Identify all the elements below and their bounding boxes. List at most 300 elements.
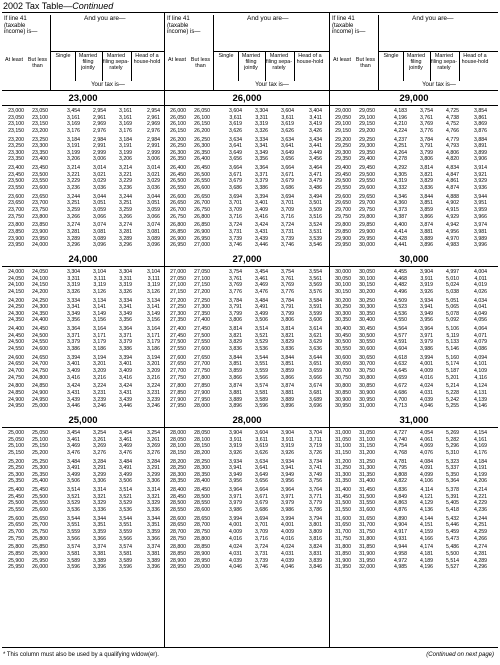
- but-less-than-cell: 26,500: [194, 171, 210, 178]
- at-least-cell: 25,950: [8, 564, 24, 571]
- at-least-cell: 23,050: [8, 114, 24, 121]
- mfs-tax-cell: 4,942: [446, 222, 459, 229]
- single-tax-cell: 4,768: [394, 449, 407, 456]
- single-tax-cell: 3,911: [229, 436, 242, 443]
- but-less-than-cell: 25,050: [32, 430, 48, 436]
- hoh-tax-cell: 2,961: [147, 114, 160, 121]
- table-row: [165, 397, 329, 404]
- mfs-tax-cell: 3,394: [119, 354, 132, 361]
- mfj-tax-cell: 3,231: [93, 389, 106, 396]
- but-less-than-cell: 30,850: [359, 383, 375, 390]
- at-least-cell: 26,700: [170, 206, 186, 213]
- and-you-are-label: And you are—: [84, 15, 126, 22]
- page-title-main: 2002 Tax Table: [3, 1, 64, 11]
- mfs-tax-cell: 3,611: [281, 114, 294, 121]
- mfj-tax-cell: 3,656: [255, 478, 268, 485]
- mfj-tax-cell: 3,739: [255, 557, 268, 564]
- single-tax-cell: 3,626: [229, 127, 242, 134]
- mfj-tax-cell: 3,866: [420, 213, 433, 220]
- at-least-cell: 31,150: [335, 449, 351, 456]
- mfs-tax-cell: 5,051: [446, 297, 459, 304]
- hoh-tax-cell: 3,081: [147, 228, 160, 235]
- table-row: [330, 121, 498, 128]
- but-less-than-cell: 23,100: [32, 114, 48, 121]
- hoh-tax-cell: 3,914: [474, 165, 487, 172]
- table-row: [2, 229, 164, 236]
- at-least-cell: 27,600: [170, 354, 186, 361]
- single-tax-cell: 3,619: [229, 121, 242, 128]
- at-least-cell: 23,700: [8, 206, 24, 213]
- hoh-tax-cell: 3,696: [309, 403, 322, 410]
- single-tax-cell: 3,229: [67, 178, 80, 185]
- but-less-than-cell: 27,000: [194, 242, 210, 249]
- hoh-tax-cell: 3,134: [147, 297, 160, 304]
- but-less-than-cell: 28,000: [194, 403, 210, 410]
- at-least-cell: 31,850: [335, 550, 351, 557]
- mfj-tax-cell: 3,664: [255, 487, 268, 494]
- table-row: [2, 236, 164, 243]
- table-row: [165, 390, 329, 397]
- table-row: [330, 397, 498, 404]
- mfj-tax-cell: 3,006: [93, 156, 106, 163]
- table-row: [330, 207, 498, 214]
- at-least-cell: 23,200: [8, 136, 24, 143]
- mfs-tax-cell: 3,529: [119, 500, 132, 507]
- hoh-tax-cell: 3,809: [309, 528, 322, 535]
- mfs-tax-cell: 3,626: [281, 127, 294, 134]
- mfs-tax-cell: 4,834: [446, 165, 459, 172]
- mfs-tax-cell: 3,281: [119, 228, 132, 235]
- mfj-tax-cell: 4,009: [420, 367, 433, 374]
- married-jointly-header: Married filing jointly: [78, 53, 98, 72]
- hoh-tax-cell: 4,251: [474, 522, 487, 529]
- but-less-than-cell: 28,400: [194, 478, 210, 485]
- hoh-tax-cell: 3,306: [147, 478, 160, 485]
- but-less-than-cell: 25,600: [32, 506, 48, 513]
- at-least-cell: 25,000: [8, 430, 24, 436]
- at-least-cell: 30,900: [335, 396, 351, 403]
- but-less-than-cell: 27,650: [194, 354, 210, 361]
- hoh-tax-cell: 3,464: [309, 165, 322, 172]
- mfs-tax-cell: 3,191: [119, 143, 132, 150]
- mfs-tax-cell: 3,979: [281, 500, 294, 507]
- at-least-cell: 31,050: [335, 436, 351, 443]
- hoh-tax-cell: 3,171: [147, 332, 160, 339]
- table-row: [2, 536, 164, 543]
- hoh-tax-cell: 3,734: [309, 458, 322, 465]
- hoh-tax-cell: 4,259: [474, 528, 487, 535]
- but-less-than-cell: 25,100: [32, 436, 48, 443]
- mfj-tax-cell: 3,261: [93, 436, 106, 443]
- mfj-tax-cell: 3,859: [420, 206, 433, 213]
- single-tax-cell: 3,979: [229, 500, 242, 507]
- mfs-tax-cell: 4,009: [281, 528, 294, 535]
- hoh-tax-cell: 4,266: [474, 535, 487, 542]
- at-least-cell: 25,750: [8, 535, 24, 542]
- hoh-tax-cell: 4,079: [474, 339, 487, 346]
- column-header: [165, 13, 329, 91]
- mfs-tax-cell: 3,229: [119, 178, 132, 185]
- at-least-cell: 27,500: [170, 339, 186, 346]
- hoh-tax-cell: 4,229: [474, 500, 487, 507]
- table-row: [2, 564, 164, 571]
- single-tax-cell: 4,890: [394, 515, 407, 522]
- hoh-tax-cell: 3,561: [309, 275, 322, 282]
- but-less-than-cell: 25,250: [32, 458, 48, 465]
- mfs-tax-cell: 4,956: [446, 228, 459, 235]
- mfs-tax-cell: 3,499: [119, 471, 132, 478]
- mfs-tax-cell: 3,701: [281, 200, 294, 207]
- mfj-tax-cell: 3,171: [93, 332, 106, 339]
- single-header: Single: [383, 53, 399, 59]
- but-less-than-cell: 31,300: [359, 465, 375, 472]
- but-less-than-cell: 25,950: [32, 557, 48, 564]
- at-least-cell: 31,950: [335, 564, 351, 571]
- hoh-tax-cell: 3,674: [309, 383, 322, 390]
- at-least-cell: 30,800: [335, 383, 351, 390]
- single-tax-cell: 4,618: [394, 354, 407, 361]
- hoh-tax-cell: 3,711: [309, 436, 322, 443]
- mfs-tax-cell: 3,829: [281, 339, 294, 346]
- but-less-than-cell: 32,000: [359, 564, 375, 571]
- mfj-tax-cell: 3,611: [255, 436, 268, 443]
- single-tax-cell: 3,784: [229, 297, 242, 304]
- hoh-tax-cell: 3,876: [474, 127, 487, 134]
- single-tax-cell: 4,414: [394, 228, 407, 235]
- table-row: [330, 236, 498, 243]
- but-less-than-cell: 24,900: [32, 389, 48, 396]
- at-least-cell: 31,650: [335, 522, 351, 529]
- mfj-tax-cell: 3,036: [93, 184, 106, 191]
- single-tax-cell: 4,686: [394, 389, 407, 396]
- hoh-tax-cell: 4,169: [474, 443, 487, 450]
- but-less-than-cell: 30,800: [359, 374, 375, 381]
- table-row: [165, 121, 329, 128]
- single-tax-cell: 4,754: [394, 443, 407, 450]
- single-tax-cell: 4,700: [394, 396, 407, 403]
- at-least-cell: 23,150: [8, 127, 24, 134]
- at-least-cell: 26,250: [170, 143, 186, 150]
- mfj-tax-cell: 3,851: [420, 200, 433, 207]
- mfj-tax-cell: 3,104: [93, 269, 106, 275]
- hoh-tax-cell: 3,621: [309, 332, 322, 339]
- hoh-tax-cell: 2,991: [147, 143, 160, 150]
- mfj-tax-cell: 3,881: [420, 228, 433, 235]
- hoh-tax-cell: 3,599: [309, 310, 322, 317]
- table-row: [330, 165, 498, 172]
- hoh-tax-cell: 3,246: [147, 403, 160, 410]
- single-tax-cell: 3,454: [67, 108, 80, 114]
- hoh-tax-cell: 4,281: [474, 550, 487, 557]
- mfs-tax-cell: 3,409: [119, 367, 132, 374]
- single-tax-cell: 3,484: [67, 458, 80, 465]
- single-tax-cell: 3,439: [67, 396, 80, 403]
- but-less-than-cell: 26,700: [194, 200, 210, 207]
- mfs-tax-cell: 3,709: [281, 206, 294, 213]
- hoh-tax-cell: 3,779: [309, 500, 322, 507]
- tax-table: [2, 12, 498, 648]
- table-row: [330, 156, 498, 163]
- table-row: [330, 214, 498, 221]
- table-row: [165, 143, 329, 150]
- income-section: [330, 91, 498, 251]
- at-least-cell: 30,450: [335, 332, 351, 339]
- mfs-tax-cell: 3,161: [119, 114, 132, 121]
- at-least-cell: 24,900: [8, 396, 24, 403]
- but-less-than-cell: 31,550: [359, 500, 375, 507]
- but-less-than-cell: 27,200: [194, 288, 210, 295]
- mfj-tax-cell: 3,364: [255, 165, 268, 172]
- at-least-cell: 31,400: [335, 487, 351, 494]
- at-least-cell: 28,100: [170, 443, 186, 450]
- mfs-tax-cell: 4,997: [446, 269, 459, 275]
- income-section: [2, 252, 164, 412]
- but-less-than-cell: 30,000: [359, 242, 375, 249]
- at-least-cell: 27,200: [170, 297, 186, 304]
- hoh-tax-cell: 4,034: [474, 297, 487, 304]
- mfs-tax-cell: 3,416: [119, 374, 132, 381]
- single-tax-cell: 3,266: [67, 213, 80, 220]
- mfj-tax-cell: 3,371: [255, 171, 268, 178]
- but-less-than-cell: 28,250: [194, 458, 210, 465]
- single-tax-cell: 3,341: [67, 304, 80, 311]
- at-least-cell: 26,600: [170, 193, 186, 200]
- at-least-cell: 29,850: [335, 228, 351, 235]
- hoh-tax-cell: 4,236: [474, 506, 487, 513]
- hoh-tax-cell: 3,651: [309, 361, 322, 368]
- table-row: [165, 355, 329, 362]
- footnote: * This column must also be used by a qualifying widow(er).: [3, 652, 159, 658]
- single-tax-cell: 3,214: [67, 165, 80, 172]
- mfs-tax-cell: 3,439: [119, 396, 132, 403]
- single-tax-cell: 3,281: [67, 228, 80, 235]
- mfs-tax-cell: 5,010: [446, 275, 459, 282]
- mfs-tax-cell: 3,176: [119, 127, 132, 134]
- at-least-cell: 24,800: [8, 383, 24, 390]
- but-less-than-cell: 25,650: [32, 515, 48, 522]
- mfs-tax-cell: 4,902: [446, 200, 459, 207]
- mfs-tax-cell: 3,214: [119, 165, 132, 172]
- mfs-tax-cell: 3,476: [119, 449, 132, 456]
- hoh-tax-cell: 3,479: [309, 178, 322, 185]
- mfs-tax-cell: 3,469: [119, 443, 132, 450]
- hoh-tax-cell: 3,044: [147, 193, 160, 200]
- but-less-than-cell: 30,400: [359, 317, 375, 324]
- table-row: [330, 242, 498, 249]
- single-tax-cell: 4,346: [394, 193, 407, 200]
- at-least-cell: 29,300: [335, 149, 351, 156]
- at-least-cell: 31,900: [335, 557, 351, 564]
- table-row: [165, 487, 329, 494]
- table-row: [165, 282, 329, 289]
- table-row: [2, 311, 164, 318]
- table-row: [2, 115, 164, 122]
- table-column: [2, 13, 164, 647]
- table-row: [330, 289, 498, 296]
- mfj-tax-cell: 3,314: [93, 487, 106, 494]
- but-less-than-cell: 30,500: [359, 332, 375, 339]
- table-row: [330, 478, 498, 485]
- single-tax-cell: 3,724: [229, 222, 242, 229]
- mfj-tax-cell: 3,379: [255, 178, 268, 185]
- single-tax-cell: 4,740: [394, 436, 407, 443]
- mfs-tax-cell: 3,311: [119, 275, 132, 282]
- hoh-tax-cell: 4,116: [474, 374, 487, 381]
- hoh-tax-cell: 3,576: [309, 288, 322, 295]
- at-least-cell: 27,650: [170, 361, 186, 368]
- at-least-cell: 25,850: [8, 550, 24, 557]
- but-less-than-cell: 23,300: [32, 143, 48, 150]
- mfs-tax-cell: 3,649: [281, 149, 294, 156]
- mfs-tax-cell: 5,242: [446, 396, 459, 403]
- single-tax-cell: 3,634: [229, 136, 242, 143]
- mfs-tax-cell: 3,326: [119, 288, 132, 295]
- mfj-tax-cell: 3,724: [255, 544, 268, 551]
- hoh-tax-cell: 3,636: [309, 345, 322, 352]
- mfj-tax-cell: 4,039: [420, 396, 433, 403]
- hoh-tax-cell: 3,554: [309, 269, 322, 275]
- hoh-tax-cell: 3,951: [474, 200, 487, 207]
- if-line-label: income) is—: [4, 29, 38, 35]
- at-least-cell: 29,050: [335, 114, 351, 121]
- mfj-tax-cell: 3,619: [255, 443, 268, 450]
- mfj-tax-cell: 3,776: [420, 127, 433, 134]
- single-tax-cell: 3,664: [229, 165, 242, 172]
- table-row: [330, 536, 498, 543]
- single-tax-cell: 3,791: [229, 304, 242, 311]
- table-row: [165, 304, 329, 311]
- at-least-cell: 23,500: [8, 178, 24, 185]
- table-row: [2, 242, 164, 249]
- but-less-than-cell: 30,450: [359, 326, 375, 333]
- table-row: [330, 276, 498, 283]
- at-least-cell: 24,650: [8, 361, 24, 368]
- hoh-tax-cell: 3,194: [147, 354, 160, 361]
- table-row: [165, 507, 329, 514]
- single-tax-cell: 4,387: [394, 213, 407, 220]
- table-row: [165, 311, 329, 318]
- if-line-label: income) is—: [167, 29, 201, 35]
- single-tax-cell: 4,985: [394, 564, 407, 571]
- at-least-cell: 30,550: [335, 345, 351, 352]
- hoh-tax-cell: 3,771: [309, 493, 322, 500]
- single-tax-cell: 3,296: [67, 242, 80, 249]
- but-less-than-cell: 28,050: [194, 430, 210, 436]
- at-least-cell: 31,600: [335, 515, 351, 522]
- mfj-tax-cell: 3,889: [420, 235, 433, 242]
- mfj-tax-cell: 3,626: [255, 449, 268, 456]
- table-row: [165, 298, 329, 305]
- at-least-cell: 25,450: [8, 493, 24, 500]
- mfs-tax-cell: 3,514: [119, 487, 132, 494]
- single-tax-cell: 4,031: [229, 550, 242, 557]
- mfs-tax-cell: 3,334: [119, 297, 132, 304]
- mfj-tax-cell: 3,919: [420, 282, 433, 289]
- but-less-than-cell: 30,250: [359, 297, 375, 304]
- hoh-tax-cell: 3,036: [147, 184, 160, 191]
- but-less-than-cell: 27,550: [194, 339, 210, 346]
- at-least-cell: 24,250: [8, 304, 24, 311]
- at-least-cell: 28,000: [170, 430, 186, 436]
- if-line-label: (taxable: [167, 22, 189, 29]
- table-row: [165, 361, 329, 368]
- hoh-tax-cell: 3,066: [147, 213, 160, 220]
- single-tax-cell: 4,564: [394, 326, 407, 333]
- table-row: [2, 185, 164, 192]
- mfj-tax-cell: 3,814: [420, 165, 433, 172]
- but-less-than-cell: 24,850: [32, 383, 48, 390]
- at-least-cell: 24,750: [8, 374, 24, 381]
- table-row: [165, 200, 329, 207]
- hoh-tax-cell: 3,359: [147, 528, 160, 535]
- single-tax-cell: 3,536: [67, 506, 80, 513]
- hoh-tax-cell: 3,239: [147, 396, 160, 403]
- single-tax-cell: 3,514: [67, 487, 80, 494]
- mfj-tax-cell: 3,821: [420, 171, 433, 178]
- but-less-than-cell: 23,850: [32, 222, 48, 229]
- hoh-tax-cell: 3,209: [147, 367, 160, 374]
- but-less-than-cell: 23,450: [32, 165, 48, 172]
- mfj-tax-cell: 3,574: [255, 383, 268, 390]
- single-tax-cell: 3,326: [67, 288, 80, 295]
- single-tax-cell: 4,645: [394, 367, 407, 374]
- single-tax-cell: 4,001: [229, 522, 242, 529]
- table-row: [330, 108, 498, 115]
- but-less-than-cell: 24,100: [32, 275, 48, 282]
- but-less-than-cell: 23,200: [32, 127, 48, 134]
- single-tax-cell: 3,169: [67, 121, 80, 128]
- table-row: [2, 516, 164, 523]
- mfs-tax-cell: 5,405: [446, 500, 459, 507]
- mfs-tax-cell: 5,323: [446, 458, 459, 465]
- hoh-tax-cell: 3,329: [147, 500, 160, 507]
- single-tax-cell: 4,224: [394, 127, 407, 134]
- but-less-than-cell: 31,200: [359, 449, 375, 456]
- single-tax-cell: 4,632: [394, 361, 407, 368]
- but-less-than-cell: 29,000: [194, 564, 210, 571]
- mfs-tax-cell: 3,251: [119, 200, 132, 207]
- but-less-than-cell: 24,400: [32, 317, 48, 324]
- table-row: [165, 178, 329, 185]
- at-least-cell: 27,750: [170, 374, 186, 381]
- mfs-tax-cell: 4,793: [446, 143, 459, 150]
- at-least-cell: 28,200: [170, 458, 186, 465]
- mfj-tax-cell: 2,991: [93, 143, 106, 150]
- mfs-tax-cell: 3,814: [281, 326, 294, 333]
- single-tax-cell: 3,889: [229, 396, 242, 403]
- mfs-tax-cell: 4,766: [446, 127, 459, 134]
- mfj-tax-cell: 3,589: [255, 396, 268, 403]
- mfj-tax-cell: 3,679: [255, 500, 268, 507]
- table-row: [330, 390, 498, 397]
- single-tax-cell: 3,986: [229, 506, 242, 513]
- hoh-tax-cell: 4,176: [474, 449, 487, 456]
- at-least-cell: 27,550: [170, 345, 186, 352]
- mfj-tax-cell: 3,649: [255, 471, 268, 478]
- mfs-tax-cell: 3,379: [119, 339, 132, 346]
- mfs-tax-cell: 3,206: [119, 156, 132, 163]
- mfj-tax-cell: 4,069: [420, 443, 433, 450]
- table-row: [2, 443, 164, 450]
- mfs-tax-cell: 3,424: [119, 383, 132, 390]
- table-row: [165, 450, 329, 457]
- mfj-tax-cell: 3,126: [93, 288, 106, 295]
- single-tax-cell: 4,781: [394, 458, 407, 465]
- but-less-than-cell: 27,300: [194, 304, 210, 311]
- but-less-than-cell: 24,200: [32, 288, 48, 295]
- mfj-tax-cell: 3,351: [93, 522, 106, 529]
- table-row: [330, 326, 498, 333]
